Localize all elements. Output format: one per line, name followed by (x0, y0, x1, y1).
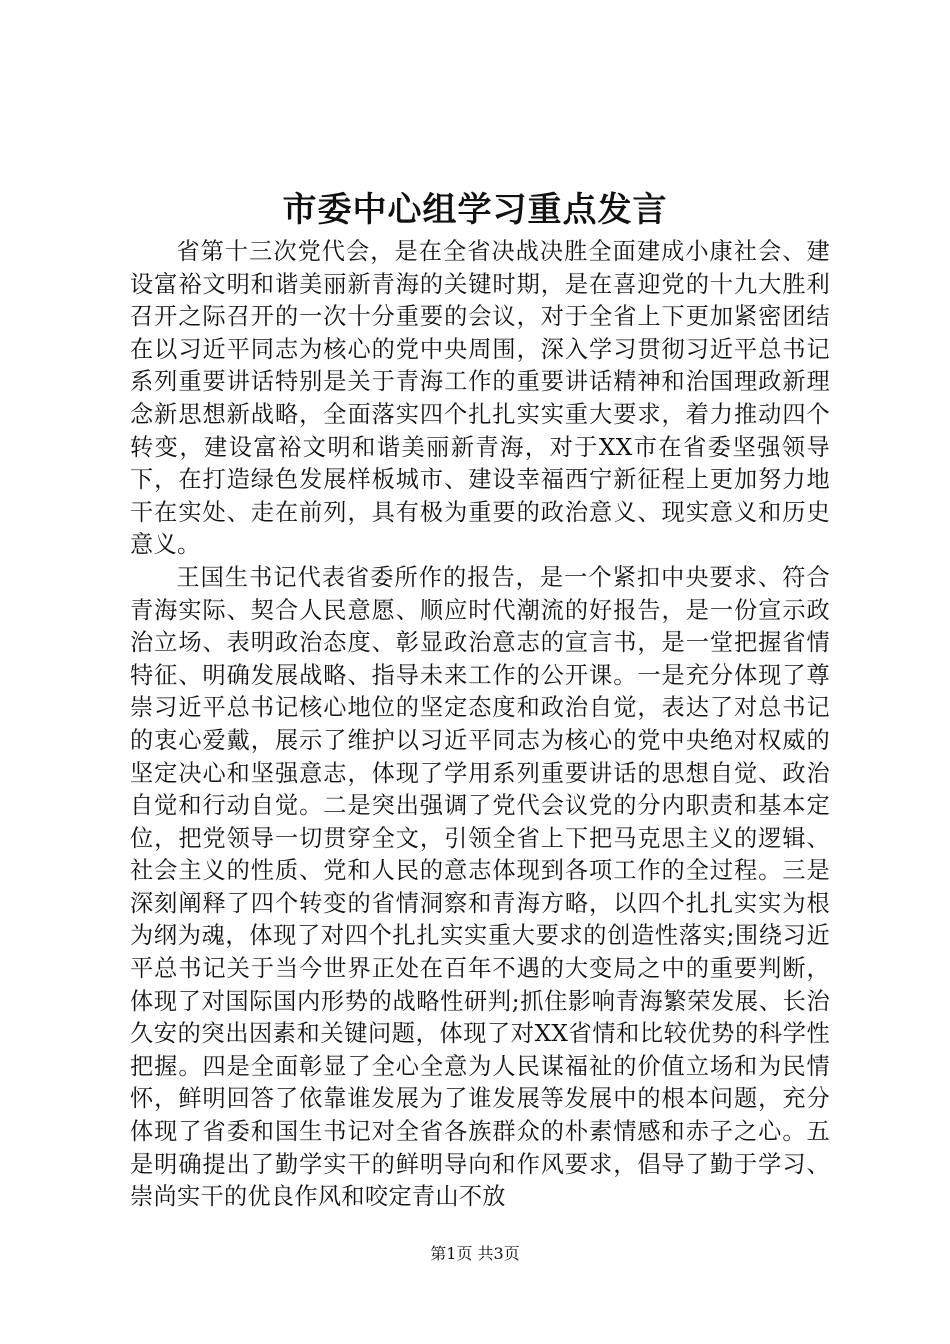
document-body (130, 236, 830, 1214)
page-number-footer: 第1页 共3页 (430, 1244, 520, 1263)
paragraph-2: 王国生书记代表省委所作的报告，是一个紧扣中央要求、符合青海实际、契合人民意愿、顺应时代潮流的好报告，是一份宣示政治立场、表明政治态度、彰显政治意志的宣言书，是一堂把握省情特征、明确发展战略、指导未来工作的公开课。一是充分体现了尊崇习近平总书记核心地位的坚定态度和政治自觉，表达了对总书记的衷心爱戴，展示了维护以习近平同志为核心的党中央绝对权威的坚定决心和坚强意志，体现了学用系列重要讲话的思想自觉、政治自觉和行动自觉。二是突出强调了党代会议党的分内职责和基本定位，把党领导一切贯穿全文，引领全省上下把马克思主义的逻辑、社会主义的性质、党和人民的意志体现到各项工作的全过程。三是深刻阐释了四个转变的省情洞察和青海方略，以四个扎扎实实为根为纲为魂，体现了对四个扎扎实实重大要求的创造性落实;围绕习近平总书记关于当今世界正处在百年不遇的大变局之中的重要判断，体现了对国际国内形势的战略性研判;抓住影响青海繁荣发展、长治久安的突出因素和关键问题，体现了对XX省情和比较优势的科学性把握。四是全面彰显了全心全意为人民谋福祉的价值立场和为民情怀，鲜明回答了依靠谁发展为了谁发展等发展中的根本问题，充分体现了省委和国生书记对全省各族群众的朴素情感和赤子之心。五是明确提出了勤学实干的鲜明导向和作风要求，倡导了勤于学习、崇尚实干的优良作风和咬定青山不放 (130, 563, 830, 1211)
document-title: 市委中心组学习重点发言 (282, 190, 668, 230)
paragraph-1: 省第十三次党代会，是在全省决战决胜全面建成小康社会、建设富裕文明和谐美丽新青海的关键时期，是在喜迎党的十九大胜利召开之际召开的一次十分重要的会议，对于全省上下更加紧密团结在以习近平同志为核心的党中央周围，深入学习贯彻习近平总书记系列重要讲话特别是关于青海工作的重要讲话精神和治国理政新理念新思想新战略，全面落实四个扎扎实实重大要求，着力推动四个转变，建设富裕文明和谐美丽新青海，对于XX市在省委坚强领导下，在打造绿色发展样板城市、建设幸福西宁新征程上更加努力地干在实处、走在前列，具有极为重要的政治意义、现实意义和历史意义。 (130, 238, 830, 559)
